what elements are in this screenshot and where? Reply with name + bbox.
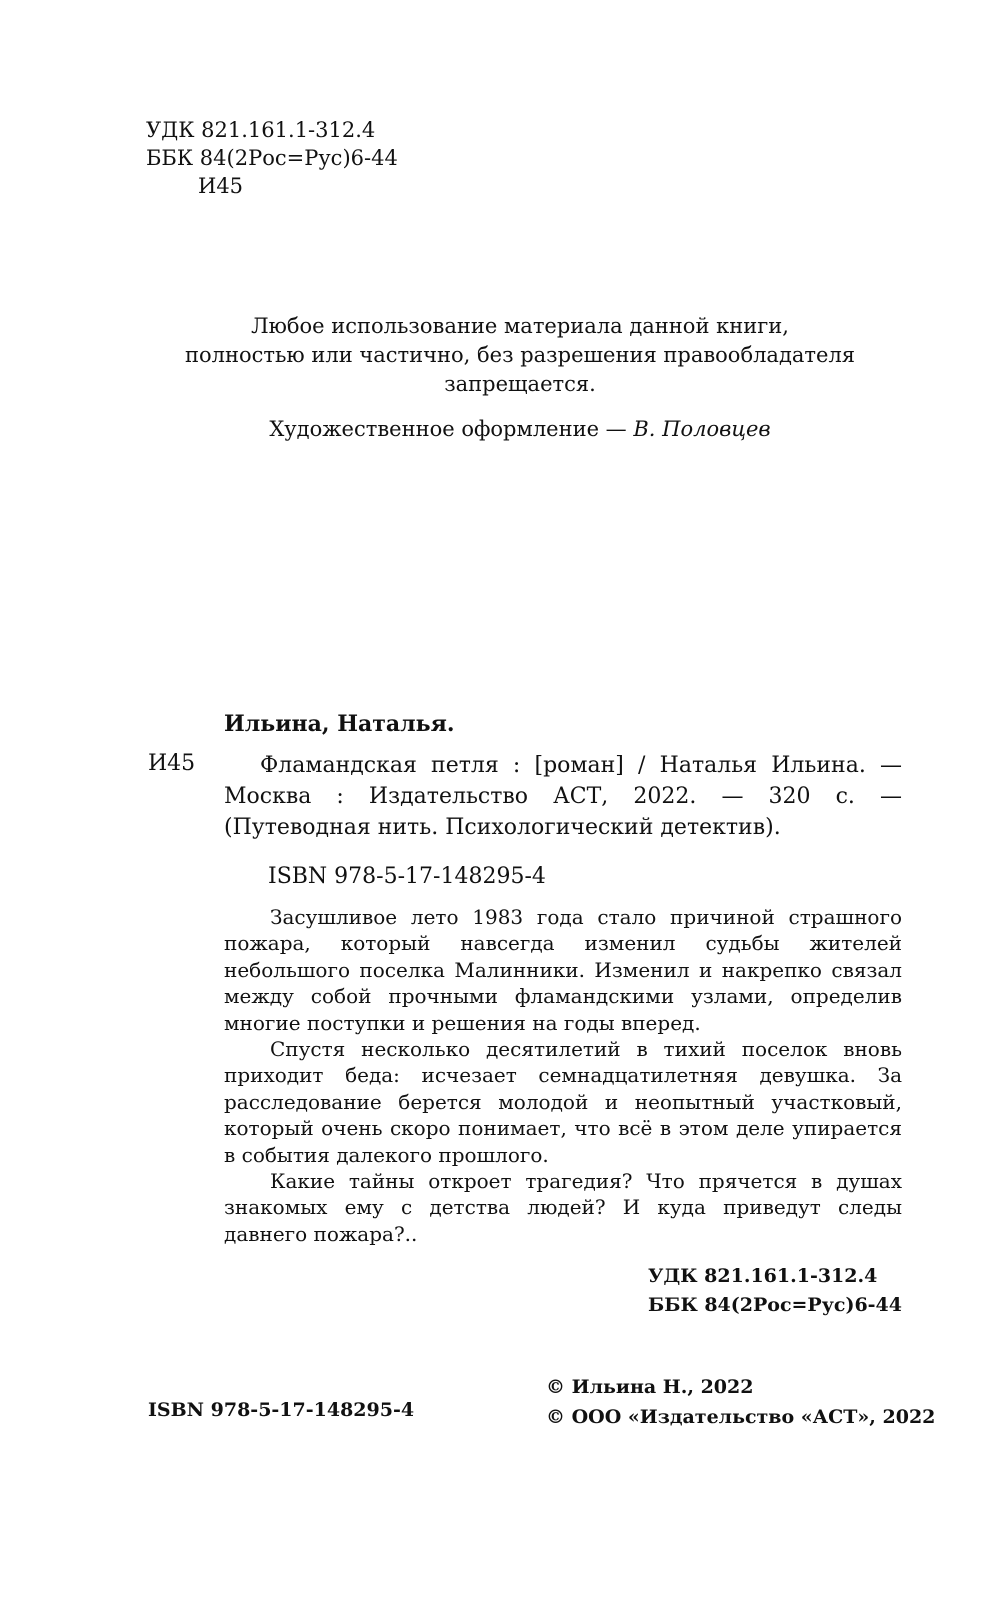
designer-name: В. Половцев (633, 417, 771, 441)
entry-author: Ильина, Наталья. (224, 711, 455, 737)
entry-isbn: ISBN 978-5-17-148295-4 (268, 864, 546, 889)
bbk-code: ББК 84(2Рос=Рус)6-44 (647, 1294, 902, 1316)
copyright-notice (150, 312, 890, 399)
bbk-code: ББК 84(2Рос=Рус)6-44 (146, 146, 398, 170)
design-credit-label: Художественное оформление — (269, 417, 634, 441)
annotation (224, 904, 902, 1247)
annotation-paragraph: Спустя несколько десятилетий в тихий поселок вновь приходит беда: исчезает семнадцатилетняя девушка. За расследование берется молодой и неопытный участковый, который очень скоро понимает, что всё в этом деле упирается в события далекого прошлого. (224, 1037, 902, 1167)
bibliographic-description (224, 750, 902, 843)
notice-line: Любое использование материала данной книги, (251, 314, 789, 338)
footer-isbn: ISBN 978-5-17-148295-4 (148, 1399, 415, 1421)
classification-codes-top (146, 116, 398, 200)
classification-codes-bottom (648, 1262, 902, 1320)
notice-line: полностью или частично, без разрешения правообладателя (184, 343, 856, 367)
author-mark: И45 (198, 174, 244, 198)
notice-line: запрещается. (444, 372, 596, 396)
copyright-author: © Ильина Н., 2022 (546, 1376, 754, 1398)
udk-code: УДК 821.161.1-312.4 (146, 118, 376, 142)
copyright-lines (546, 1372, 935, 1432)
bibliographic-text: Фламандская петля : [роман] / Наталья Ильина. — Москва : Издательство АСТ, 2022. — 320 с. — (Путеводная нить. Психологический детектив). (224, 753, 902, 840)
design-credit (150, 417, 890, 441)
annotation-paragraph: Засушливое лето 1983 года стало причиной страшного пожара, который навсегда изменил судьбы жителей небольшого поселка Малинники. Изменил и накрепко связал между собой прочными фламандскими узлами, определив многие поступки и решения на годы вперед. (224, 905, 902, 1035)
udk-code: УДК 821.161.1-312.4 (647, 1265, 878, 1287)
copyright-publisher: © ООО «Издательство «АСТ», 2022 (546, 1406, 936, 1428)
entry-author-mark: И45 (148, 751, 196, 776)
annotation-paragraph: Какие тайны откроет трагедия? Что прячется в душах знакомых ему с детства людей? И куда приведут следы давнего пожара?.. (224, 1169, 902, 1246)
